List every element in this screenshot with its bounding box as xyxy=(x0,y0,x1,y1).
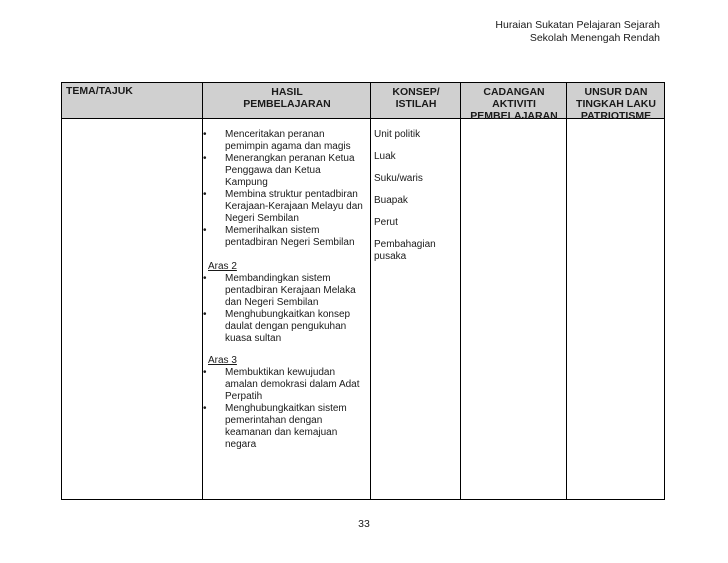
hasil-pembelajaran-cell xyxy=(202,129,367,451)
header-line-1: Huraian Sukatan Pelajaran Sejarah xyxy=(495,19,660,31)
header-hasil-pembelajaran: HASIL PEMBELAJARAN xyxy=(243,86,331,110)
konsep-term: Pembahagian xyxy=(374,239,436,250)
aras-3-label: Aras 3 xyxy=(208,355,237,366)
list-item: • Menerangkan peranan Ketua Penggawa dan Ketua Kampung xyxy=(203,153,355,188)
list-item: • Membandingkan sistem pentadbiran Kerajaan Melaka dan Negeri Sembilan xyxy=(203,273,356,308)
column-divider xyxy=(370,83,371,499)
list-item: • Membina struktur pentadbiran Kerajaan-Kerajaan Melayu dan Negeri Sembilan xyxy=(203,189,363,224)
header-tema-tajuk: TEMA/TAJUK xyxy=(66,85,133,97)
konsep-term: Unit politik xyxy=(374,129,421,140)
syllabus-table xyxy=(61,82,665,500)
list-item: • Memerihalkan sistem pentadbiran Negeri Sembilan xyxy=(203,225,355,248)
konsep-term: Suku/waris xyxy=(374,173,423,184)
page-number: 33 xyxy=(358,518,370,530)
header-cadangan-aktiviti: CADANGAN AKTIVITI PEMBELAJARAN xyxy=(470,86,558,122)
konsep-term: pusaka xyxy=(374,251,407,262)
konsep-term: Luak xyxy=(374,151,396,162)
list-item: • Membuktikan kewujudan amalan demokrasi dalam Adat Perpatih xyxy=(203,367,360,402)
list-item: • Menceritakan peranan pemimpin agama dan magis xyxy=(203,129,351,152)
aras-2-label: Aras 2 xyxy=(208,261,237,272)
header-unsur-patriotisme: UNSUR DAN TINGKAH LAKU PATRIOTISME xyxy=(576,86,656,122)
konsep-istilah-cell xyxy=(374,129,462,273)
header-line-2: Sekolah Menengah Rendah xyxy=(529,32,660,44)
column-divider xyxy=(566,83,567,499)
konsep-term: Buapak xyxy=(374,195,408,206)
document-header xyxy=(495,19,660,45)
list-item: • Menghubungkaitkan konsep daulat dengan pengukuhan kuasa sultan xyxy=(203,309,351,344)
header-konsep-istilah: KONSEP/ ISTILAH xyxy=(392,86,440,110)
list-item: • Menghubungkaitkan sistem pemerintahan dengan keamanan dan kemajuan negara xyxy=(203,403,347,450)
konsep-term: Perut xyxy=(374,217,398,228)
